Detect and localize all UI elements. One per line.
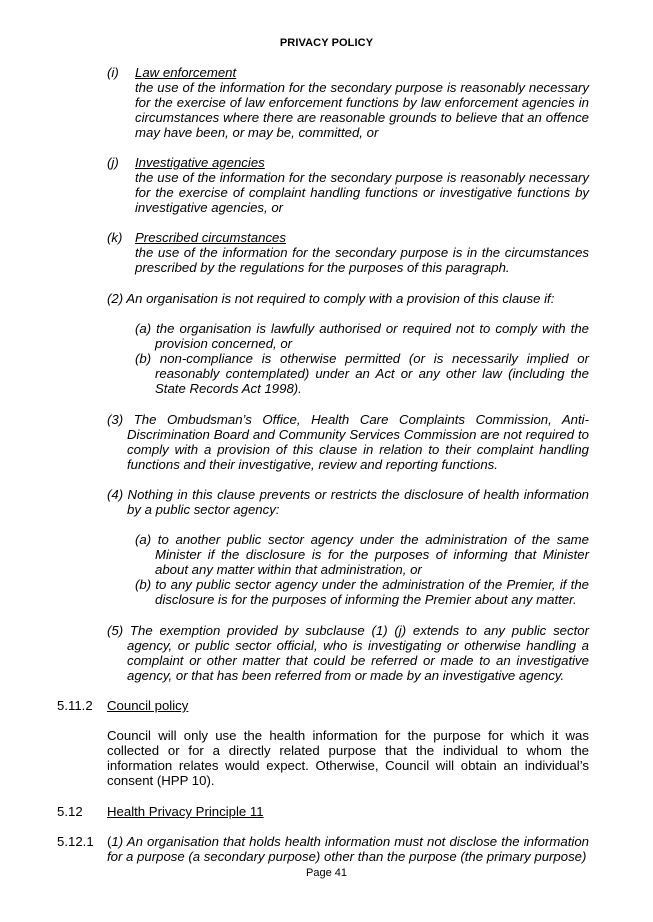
item-label: (i) — [107, 65, 119, 80]
item-title: Prescribed circumstances — [135, 230, 286, 245]
section-number: 5.12 — [57, 804, 83, 819]
item-block — [135, 65, 589, 140]
page-number: Page 41 — [306, 867, 347, 879]
section-body: Council will only use the health information for the purpose for which it was collected or for a directly related purpose that the individual to whom the information relates would expect. Otherwise, Council will obtain an individual’s consent (HPP 10). — [107, 728, 589, 788]
item-block — [135, 155, 589, 215]
section-number: 5.12.1 — [57, 834, 94, 849]
item-title: Investigative agencies — [135, 155, 265, 170]
section-body — [107, 834, 589, 864]
section-number: 5.11.2 — [57, 698, 93, 713]
item-title: Law enforcement — [135, 65, 237, 80]
item-label: (j) — [107, 155, 119, 170]
item-block — [135, 230, 589, 275]
page-header: PRIVACY POLICY — [279, 37, 374, 49]
clause-3: (3) The Ombudsman’s Office, Health Care Complaints Commission, Anti-Discrimination Board and Community Services Commission are not required to comply with a provision of this clause in relation to their complaint handling functions and their investigative, review and reporting functions. — [107, 412, 589, 472]
clause-4: (4) Nothing in this clause prevents or restricts the disclosure of health information by a public sector agency: — [107, 487, 589, 517]
item-body: the use of the information for the secondary purpose is in the circumstances prescribed by the regulations for the purposes of this paragraph. — [135, 245, 589, 275]
clause-2: (2) An organisation is not required to comply with a provision of this clause if: — [107, 291, 555, 306]
open-paren: ( — [107, 834, 112, 849]
section-heading: Council policy — [107, 698, 189, 713]
section-body-text: 1) An organisation that holds health information must not disclose the information for a purpose (a secondary purpose) other than the purpose (the primary purpose) — [107, 834, 589, 864]
clause-2-b: (b) non-compliance is otherwise permitted (or is necessarily implied or reasonably contemplated) under an Act or any other law (including the State Records Act 1998). — [135, 351, 589, 396]
item-body: the use of the information for the secondary purpose is reasonably necessary for the exercise of law enforcement functions by law enforcement agencies in circumstances where there are reasonable grounds to believe that an offence may have been, or may be, committed, or — [135, 80, 589, 140]
clause-2-a: (a) the organisation is lawfully authorised or required not to comply with the provision concerned, or — [135, 321, 589, 351]
item-label: (k) — [107, 230, 123, 245]
clause-4-a: (a) to another public sector agency under the administration of the same Minister if the disclosure is for the purposes of informing that Minister about any matter within that administration, or — [135, 532, 589, 577]
clause-5: (5) The exemption provided by subclause (1) (j) extends to any public sector agency, or public sector official, who is investigating or otherwise handling a complaint or other matter that could be referred or made to an investigative agency, or that has been referred from or made by an investigative agency. — [107, 623, 589, 683]
section-heading: Health Privacy Principle 11 — [107, 804, 264, 819]
item-body: the use of the information for the secondary purpose is reasonably necessary for the exercise of complaint handling functions or investigative functions by investigative agencies, or — [135, 170, 589, 215]
clause-4-b: (b) to any public sector agency under the administration of the Premier, if the disclosure is for the purposes of informing the Premier about any matter. — [135, 577, 589, 607]
